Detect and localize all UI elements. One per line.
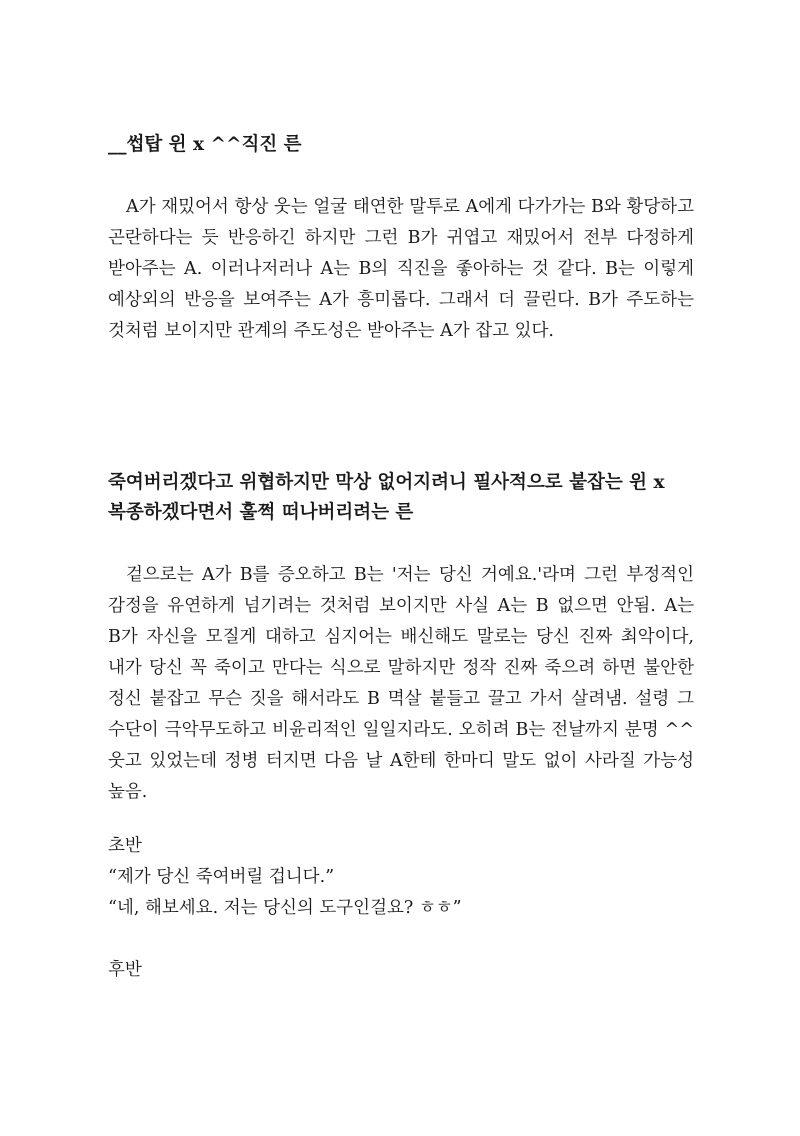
section1-body: A가 재밌어서 항상 웃는 얼굴 태연한 말투로 A에게 다가가는 B와 황당하고 곤란하다는 듯 반응하긴 하지만 그런 B가 귀엽고 재밌어서 전부 다정하게 받아주는 A. 이러나저러나 A는 B의 직진을 좋아하는 것 같다. B는 이렇게 예상외의 반응을 보여주는 A가 흥미롭다. 그래서 더 끌린다. B가 주도하는 것처럼 보이지만 관계의 주도성은 받아주는 A가 잡고 있다.	[108, 197, 694, 341]
section2-body: 겉으로는 A가 B를 증오하고 B는 '저는 당신 거예요.'라며 그런 부정적인 감정을 유연하게 넘기려는 것처럼 보이지만 사실 A는 B 없으면 안됨. A는 B가 자신을 모질게 대하고 심지어는 배신해도 말로는 당신 진짜 최악이다, 내가 당신 꼭 죽이고 만다는 식으로 말하지만 정작 진짜 죽으려 하면 불안한 정신 붙잡고 무슨 짓을 해서라도 B 멱살 붙들고 끌고 가서 살려냄. 설령 그 수단이 극악무도하고 비윤리적인 일일지라도. 오히려 B는 전날까지 분명 ^^웃고 있었는데 정병 터지면 다음 날 A한테 한마디 말도 없이 사라질 가능성 높음.	[108, 565, 694, 802]
early-quote-2: “네, 해보세요. 저는 당신의 도구인걸요? ㅎㅎ”	[108, 898, 462, 918]
section2-heading-line1: 죽여버리겠다고 위협하지만 막상 없어지려니 필사적으로 붙잡는 윈 x	[108, 472, 665, 493]
late-label: 후반	[108, 960, 142, 980]
section2-heading-line2: 복종하겠다면서 훌쩍 떠나버리려는 른	[108, 502, 414, 523]
early-label: 초반	[108, 836, 142, 856]
early-quote-1: “제가 당신 죽여버릴 겁니다.”	[108, 867, 335, 887]
section1-heading: __썹탑 윈 x ^^직진 른	[108, 134, 302, 155]
